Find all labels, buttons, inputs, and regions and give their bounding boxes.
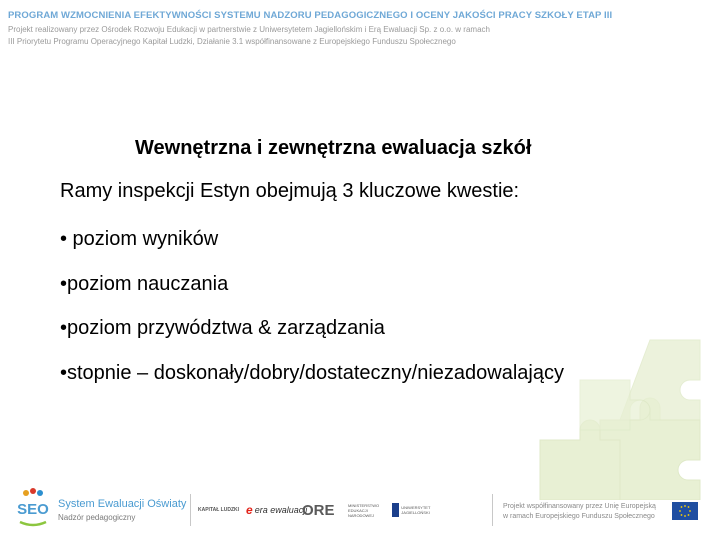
era-ewaluacji-logo: e era ewaluacji <box>246 503 308 517</box>
bullet-list <box>60 227 564 405</box>
list-item: •poziom przywództwa & zarządzania <box>60 317 385 339</box>
divider <box>190 494 191 526</box>
priority-description-line: III Priorytetu Programu Operacyjnego Kapitał Ludzki, Działanie 3.1 współfinansowane z Europejskiego Funduszu Społecznego <box>8 37 456 46</box>
brand-name: System Ewaluacji Oświaty <box>58 498 187 510</box>
list-item: •poziom nauczania <box>60 272 229 295</box>
divider <box>492 494 493 526</box>
eu-flag-icon <box>672 502 698 520</box>
list-item: • poziom wyników <box>60 228 219 250</box>
brand-subtitle: Nadzór pedagogiczny <box>58 513 136 522</box>
seo-logo-text: SEO <box>17 501 49 518</box>
project-description-line: Projekt realizowany przez Ośrodek Rozwoju Edukacji w partnerstwie z Uniwersytetem Jagiellońskim i Erą Ewaluacji Sp. z o.o. w ramach <box>8 25 490 34</box>
uj-logo: UNIWERSYTET JAGIELLOŃSKI <box>392 496 444 524</box>
ore-logo: ORE <box>302 501 335 519</box>
slide-intro: Ramy inspekcji Estyn obejmują 3 kluczowe kwestie: <box>60 180 520 202</box>
eu-funding-note: Projekt współfinansowany przez Unię Europejską w ramach Europejskiego Funduszu Społecznego <box>503 503 656 520</box>
header-banner <box>8 10 613 48</box>
kapital-ludzki-logo: KAPITAŁ LUDZKI <box>198 507 240 513</box>
program-title: PROGRAM WZMOCNIENIA EFEKTYWNOŚCI SYSTEMU NADZORU PEDAGOGICZNEGO I OCENY JAKOŚCI PRACY SZKOŁY ETAP III <box>8 10 613 21</box>
list-item: •stopnie – doskonały/dobry/dostateczny/niezadowalający <box>60 361 564 384</box>
seo-logo <box>16 488 50 532</box>
era-icon: e <box>246 503 253 517</box>
crest-icon <box>392 503 399 517</box>
men-logo: MINISTERSTWO EDUKACJI NARODOWEJ <box>348 502 380 518</box>
slide-title: Wewnętrzna i zewnętrzna ewaluacja szkół <box>135 137 532 159</box>
footer-logos <box>0 484 720 540</box>
